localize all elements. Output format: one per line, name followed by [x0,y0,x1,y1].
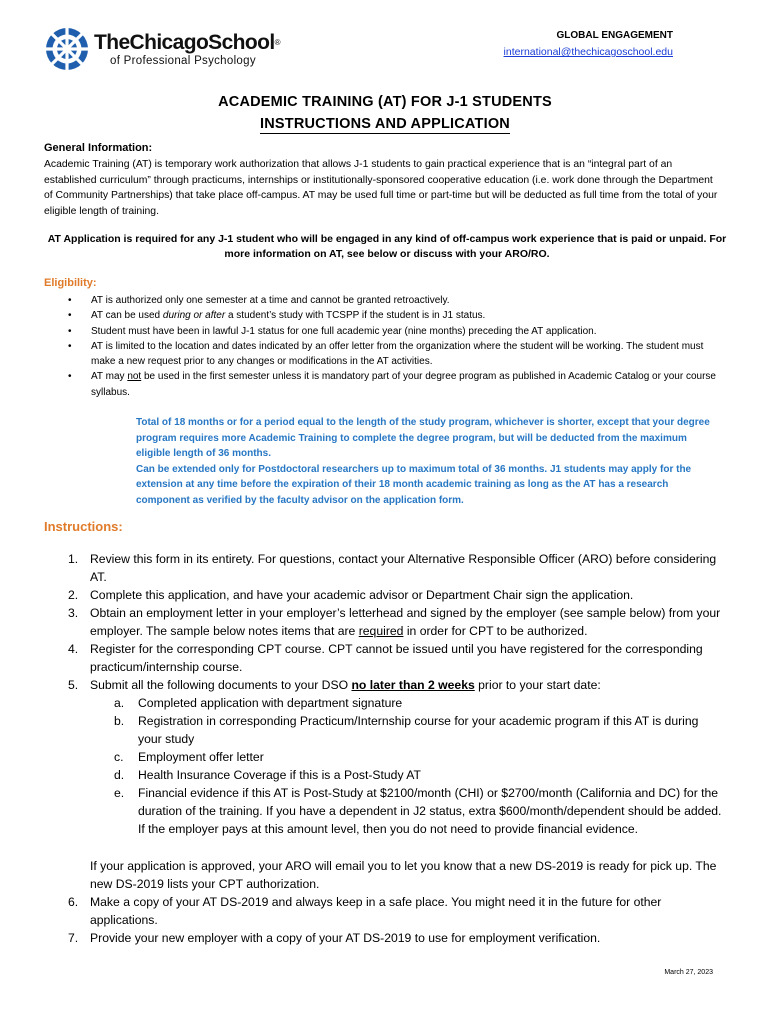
instruction-step: 2. Complete this application, and have your academic advisor or Department Chair sign the application. [68,588,634,602]
document-requirement: c. Employment offer letter [114,750,264,764]
approval-paragraph: If your application is approved, your ARO will email you to let you know that a new DS-2019 is ready for pick up. The new DS-2019 lists your CPT authorization. [90,859,717,891]
extension-note: Can be extended only for Postdoctoral researchers up to maximum total of 36 months. J1 students may apply for the extension at any time before the expiration of their 18 month academic training as long as the AT has a research component as verified by the faculty advisor on the application form. [136,463,692,506]
department-email-link[interactable]: international@thechicagoschool.edu [503,46,673,58]
document-requirement: d. Health Insurance Coverage if this is a Post-Study AT [114,768,421,782]
document-requirement: a. Completed application with department signature [114,696,403,710]
eligibility-list [68,293,718,400]
list-item: • AT can be used during or after a student’s study with TCSPP if the student is in J1 status. [68,308,718,323]
max-length-note: Total of 18 months or for a period equal to the length of the study program, whichever is shorter, except that your degree program requires more Academic Training to complete the degree program, but will be deducted from the maximum eligible length of 36 months. [136,417,710,459]
document-title: ACADEMIC TRAINING (AT) FOR J-1 STUDENTS [218,94,552,110]
instruction-step: 4. Register for the corresponding CPT course. CPT cannot be issued until you have registered for the corresponding practicum/internship course. [68,642,703,674]
list-item: • AT is authorized only one semester at a time and cannot be granted retroactively. [68,293,718,308]
application-notice: AT Application is required for any J-1 student who will be engaged in any kind of off-campus work experience that is paid or unpaid. For more information on AT, see below or discuss with your ARO/RO. [47,233,727,260]
instruction-step: 3. Obtain an employment letter in your employer’s letterhead and signed by the employer (see sample below) from your employer. The sample below notes items that are required in order for CPT to be authorized. [68,606,721,638]
revision-date: March 27, 2023 [664,969,713,976]
instructions-heading: Instructions: [44,519,123,534]
instruction-step: 7. Provide your new employer with a copy of your AT DS-2019 to use for employment verification. [68,931,601,945]
department-block [504,30,673,58]
instructions-list [44,550,724,947]
instruction-step: 1. Review this form in its entirety. For questions, contact your Alternative Responsible Officer (ARO) before considering AT. [68,552,717,584]
department-name: GLOBAL ENGAGEMENT [556,30,673,41]
list-item: • AT is limited to the location and dates indicated by an offer letter from the organization where the student will be working. The student must make a new request prior to any changes or modifications in the AT activities. [68,339,718,370]
instruction-step: 6. Make a copy of your AT DS-2019 and always keep in a safe place. You might need it in the future for other applications. [68,895,662,927]
document-requirement: b. Registration in corresponding Practicum/Internship course for your academic program if this AT is during your study [114,714,699,746]
list-item: • AT may not be used in the first semester unless it is mandatory part of your degree program as published in Academic Catalog or your course syllabus. [68,369,718,400]
eligibility-heading: Eligibility: [44,277,97,289]
instruction-step: 5. Submit all the following documents to your DSO no later than 2 weeks prior to your start date: [68,678,601,692]
general-info-heading: General Information: [44,142,153,154]
school-name: TheChicagoSchool® [94,30,280,54]
document-requirement: e. Financial evidence if this AT is Post-Study at $2100/month (CHI) or $2700/month (California and DC) for the duration of the training. If you have a dependent in J2 status, extra $600/month/dependent should be added. If the employer pays at this amount level, then you do not need to provide financial evidence. [114,786,722,836]
school-logo [44,26,280,72]
school-subtitle: of Professional Psychology [110,54,256,67]
list-item: • Student must have been in lawful J-1 status for one full academic year (nine months) preceding the AT application. [68,324,718,339]
general-info-body: Academic Training (AT) is temporary work authorization that allows J-1 students to gain practical experience that is an “integral part of an established curriculum” through practicums, internships or institutionally-sponsored cooperative education (i.e. work done through the Department of Community Partnerships) that take place off-campus. AT may be used full time or part-time but will be deducted as full time from the total of your eligible length of training. [44,159,718,217]
eligibility-length-note [136,415,716,508]
document-subtitle: INSTRUCTIONS AND APPLICATION [260,116,510,132]
school-logo-icon [44,26,90,72]
